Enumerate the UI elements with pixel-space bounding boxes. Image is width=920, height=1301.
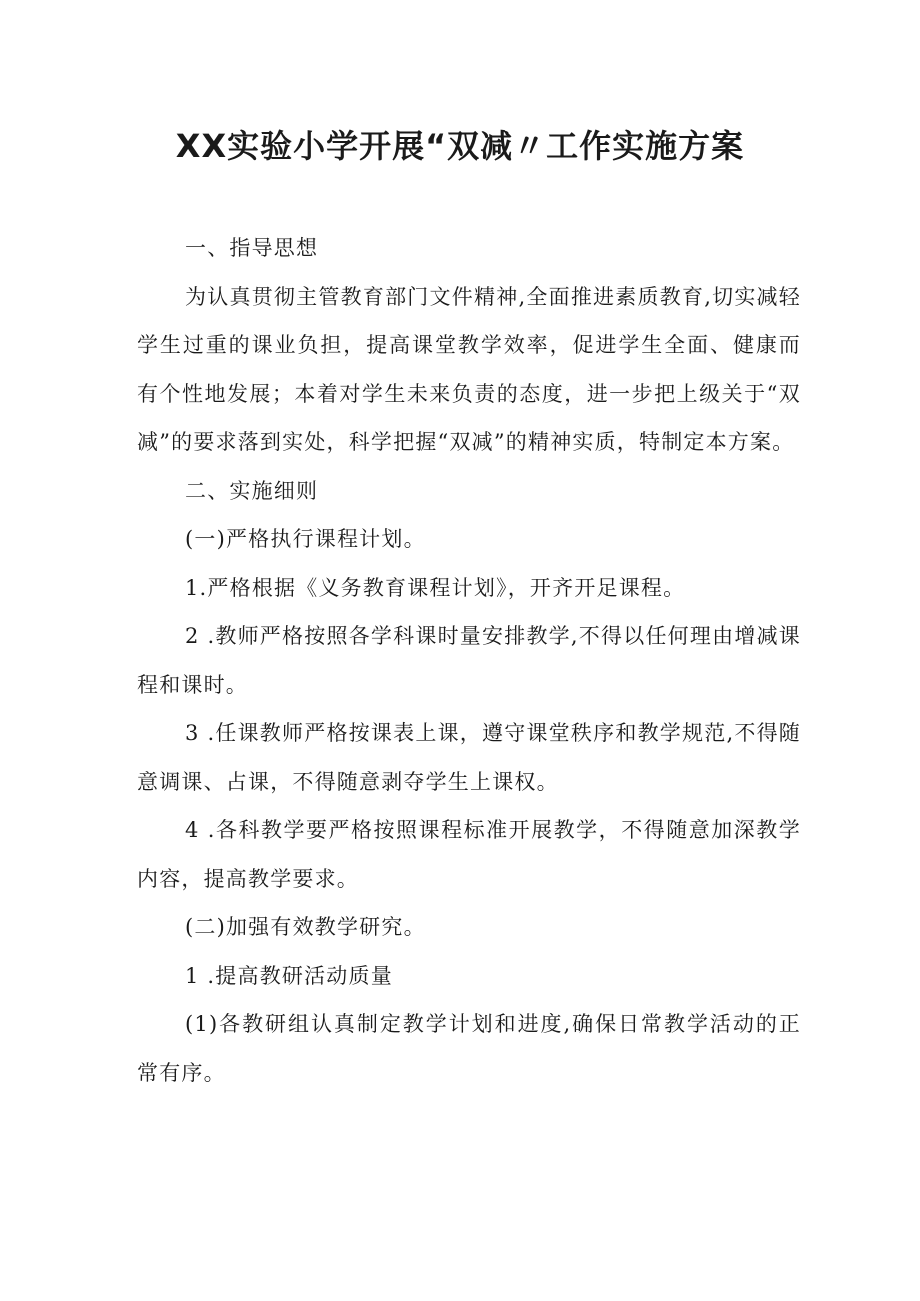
section-heading-implementation-rules: 二、实施细则 (185, 478, 319, 503)
subsection-heading-curriculum-plan: (一)严格执行课程计划。 (185, 527, 426, 551)
list-item-2: 2 .教师严格按照各学科课时量安排教学,不得以任何理由增减课程和课时。 (137, 624, 801, 697)
document-body (137, 224, 801, 1097)
list-item-research-1: 1 .提高教研活动质量 (185, 963, 393, 988)
document-title: XX实验小学开展“双减〃工作实施方案 (175, 127, 745, 165)
section-heading-guiding-ideology: 一、指导思想 (185, 236, 319, 260)
paragraph-guiding-ideology: 为认真贯彻主管教育部门文件精神,全面推进素质教育,切实减轻学生过重的课业负担，提高课堂教学效率，促进学生全面、健康而有个性地发展；本着对学生未来负责的态度，进一步把上级关于“双减”的要求落到实处，科学把握“双减”的精神实质，特制定本方案。 (137, 284, 801, 454)
subsection-heading-teaching-research: (二)加强有效教学研究。 (185, 915, 426, 939)
list-item-1: 1.严格根据《义务教育课程计划》，开齐开足课程。 (185, 575, 686, 600)
list-item-4: 4 .各科教学要严格按照课程标准开展教学，不得随意加深教学内容，提高教学要求。 (137, 818, 801, 891)
list-item-3: 3 .任课教师严格按课表上课，遵守课堂秩序和教学规范,不得随意调课、占课，不得随意剥夺学生上课权。 (137, 721, 801, 794)
list-item-research-1-1: (1)各教研组认真制定教学计划和进度,确保日常教学活动的正常有序。 (137, 1012, 801, 1085)
